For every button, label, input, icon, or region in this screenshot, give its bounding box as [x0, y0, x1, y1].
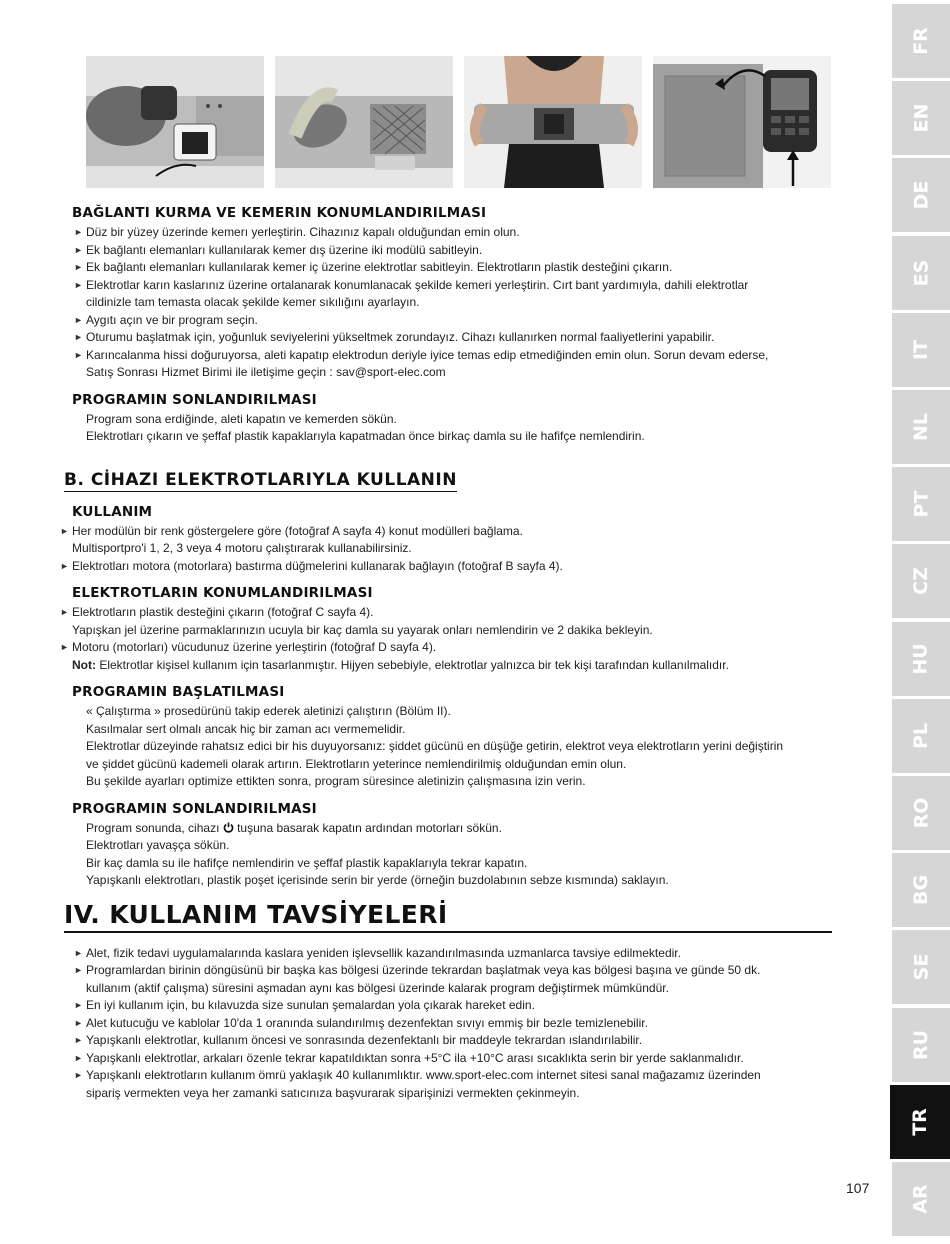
list-item: ► En iyi kullanım için, bu kılavuzda size sunulan şemalardan yola çıkarak hareket edin. [74, 998, 535, 1012]
tab-fr[interactable] [892, 4, 950, 78]
tab-label: IT [910, 339, 932, 360]
note-label: Not: [72, 657, 96, 672]
list-item: ► Yapışkanlı elektrotların kullanım ömrü yaklaşık 40 kullanımlıktır. www.sport-elec.com internet sitesi sanal mağazamız üzerinden sipariş vermekten veya her zamanki satıcınıza başvurarak siparişinizi vermekten çekinmeyin. [74, 1068, 761, 1100]
device-on-belt-photo [653, 56, 831, 188]
note-text: Elektrotlar kişisel kullanım için tasarlanmıştır. Hijyen sebebiyle, elektrotlar yalnızca bir tek kişi tarafından kullanılmalıdır. [96, 657, 729, 672]
tab-label: ES [909, 259, 932, 286]
tab-hu[interactable] [892, 622, 950, 696]
tab-label: HU [910, 642, 932, 675]
tab-label: BG [909, 875, 932, 906]
tab-pl[interactable] [892, 699, 950, 773]
language-tabs [892, 0, 950, 1244]
tab-label: RU [910, 1029, 932, 1060]
tab-nl[interactable] [892, 390, 950, 464]
list-item: ► Ek bağlantı elemanları kullanılarak kemer dış üzerine iki modülü sabitleyin. [74, 242, 483, 257]
module-on-belt-photo [86, 56, 264, 188]
list-item: ► Motoru (motorları) vücudunuz üzerine yerleştirin (fotoğraf D sayfa 4). Not: Elektrotlar kişisel kullanım için tasarlanmıştır. Hijyen sebebiyle, elektrotlar yalnızca bir tek kişi tarafından kullanılmalıdır. [60, 640, 729, 672]
tab-label: CZ [909, 567, 932, 596]
section-heading-electrode-position: ELEKTROTLARIN KONUMLANDIRILMASI [72, 585, 373, 601]
tab-tr[interactable] [890, 1085, 950, 1159]
tab-label: PL [909, 722, 932, 749]
tab-label: RO [909, 797, 932, 829]
program-start-text: « Çalıştırma » prosedürünü takip ederek aletinizi çalıştırın (Bölüm II). Kasılmalar sert olmalı ancak hiç bir zaman acı vermemelidir. Elektrotlar düzeyinde rahatsız edici bir his duyuyorsanız: şiddet gücünü en düşüğe getirin, elektrot veya elektrotların yerini değiştirin ve şiddet gücünü kademeli olarak artırın. Elektrotların yeterince nemlendirilmiş olduğundan emin olun. Bu şekilde ayarları optimize ettikten sonra, program süresince aletinizin çalışmasına izin verin. [86, 704, 784, 788]
section-title-iv: IV. KULLANIM TAVSİYELERİ [64, 900, 832, 933]
page-number: 107 [846, 1180, 870, 1196]
usage-list [60, 523, 836, 576]
tab-ro[interactable] [892, 776, 950, 850]
list-item: ► Her modülün bir renk göstergelere göre (fotoğraf A sayfa 4) konut modülleri bağlama. Multisportpro'i 1, 2, 3 veya 4 motoru çalıştırarak kullanabilirsiniz. [60, 523, 523, 555]
tab-label: TR [909, 1108, 931, 1136]
list-item: ► Elektrotlar karın kaslarınız üzerine ortalanarak konumlanacak şekilde kemeri yerleştirin. Cırt bant yardımıyla, dahili elektrotlar cildinizle tam temasta olacak şekilde kemer sıkılığını ayarlayın. [74, 277, 749, 309]
tab-ru[interactable] [892, 1008, 950, 1082]
section-heading-program-end: PROGRAMIN SONLANDIRILMASI [72, 391, 317, 408]
program-end-text: Program sona erdiğinde, aleti kapatın ve kemerden sökün. Elektrotları çıkarın ve şeffaf plastik kapaklarıyla kapatmadan önce birkaç damla su ile hafifçe nemlendirin. [86, 411, 645, 443]
list-item: ► Programlardan birinin döngüsünü bir başka kas bölgesi üzerinde tekrardan başlatmak veya kas bölgesi başına ve günde 50 dk. kullanım (aktif çalışma) süresini aşmadan aynı kas bölgesi üzerinde kalarak program değiştirmek mümkündür. [74, 963, 761, 995]
photo-strip [86, 56, 832, 188]
list-item: ► Alet, fizik tedavi uygulamalarında kaslara yeniden işlevsellik kazandırılmasında uzmanlarca tavsiye edilmektedir. [74, 945, 681, 960]
power-icon [223, 822, 234, 833]
tab-pt[interactable] [892, 467, 950, 541]
list-item: ► Karıncalanma hissi doğuruyorsa, aleti kapatıp elektrodun deriyle iyice temas edip etmediğinden emin olun. Sorun devam ederse, Satış Sonrası Hizmet Birimi ile iletişime geçin : sav@sport-elec.com [74, 347, 769, 379]
section-heading-program-end-b: PROGRAMIN SONLANDIRILMASI [72, 800, 317, 817]
list-item: ► Oturumu başlatmak için, yoğunluk seviyelerini yükseltmek zorundayız. Cihazı kullanırken normal faaliyetlerini yapabilir. [74, 330, 715, 344]
tab-ar[interactable] [892, 1162, 950, 1236]
usage-tips-list [64, 945, 836, 1103]
tab-it[interactable] [892, 313, 950, 387]
tab-cz[interactable] [892, 544, 950, 618]
list-item: ► Alet kutucuğu ve kablolar 10'da 1 oranında sulandırılmış dezenfektan sıvıyı emmiş bir bezle temizlenebilir. [74, 1015, 648, 1030]
section-heading-usage: KULLANIM [72, 503, 153, 520]
main-content [60, 205, 836, 1112]
list-item: ► Ek bağlantı elemanları kullanılarak kemer iç üzerine elektrotlar sabitleyin. Elektrotların plastik desteğini çıkarın. [74, 260, 673, 274]
belt-electrodes-photo [275, 56, 453, 188]
tab-se[interactable] [892, 930, 950, 1004]
belt-worn-photo [464, 56, 642, 188]
tab-en[interactable] [892, 81, 950, 155]
list-item: ► Yapışkanlı elektrotlar, kullanım öncesi ve sonrasında dezenfektanlı bir maddeyle tekrardan ıslandırılabilir. [74, 1033, 643, 1047]
tab-label: AR [910, 1184, 932, 1214]
list-item: ► Aygıtı açın ve bir program seçin. [74, 312, 258, 327]
tab-de[interactable] [892, 158, 950, 232]
tab-label: SE [909, 954, 932, 981]
list-item: ► Elektrotların plastik desteğini çıkarın (fotoğraf C sayfa 4). Yapışkan jel üzerine parmaklarınızın ucuyla bir kaç damla su yayarak onları nemlendirin ve 2 dakika bekleyin. [60, 605, 653, 637]
program-end-b-text: Program sonunda, cihazı tuşuna basarak kapatın ardından motorları sökün. Elektrotları yavaşça sökün. Bir kaç damla su ile hafifçe nemlendirin ve şeffaf plastik kapaklarıyla tekrar kapatın. Yapışkanlı elektrotları, plastik poşet içerisinde serin bir yerde (örneğin buzdolabının sebze kısmında) saklayın. [86, 820, 669, 887]
electrode-position-list [60, 604, 836, 674]
connection-steps-list [64, 224, 836, 382]
section-title-b: B. CİHAZI ELEKTROTLARIYLA KULLANIN [64, 469, 457, 490]
tab-label: DE [909, 181, 932, 210]
list-item: ► Elektrotları motora (motorlara) bastırma düğmelerini kullanarak bağlayın (fotoğraf B sayfa 4). [60, 558, 563, 573]
tab-es[interactable] [892, 236, 950, 310]
tab-label: FR [909, 27, 932, 55]
tab-label: PT [909, 490, 932, 518]
section-heading-connection: BAĞLANTI KURMA VE KEMERIN KONUMLANDIRILMASI [72, 205, 487, 221]
list-item: ► Düz bir yüzey üzerinde kemerı yerleştirin. Cihazınız kapalı olduğundan emin olun. [74, 225, 520, 239]
tab-label: NL [909, 412, 932, 442]
tab-label: EN [909, 103, 932, 133]
list-item: ► Yapışkanlı elektrotlar, arkaları özenle tekrar kapatıldıktan sonra +5°C ila +10°C arası sıcaklıkta serin bir yerde saklanmalıdır. [74, 1050, 744, 1065]
section-heading-program-start: PROGRAMIN BAŞLATILMASI [72, 684, 285, 700]
tab-bg[interactable] [892, 853, 950, 927]
